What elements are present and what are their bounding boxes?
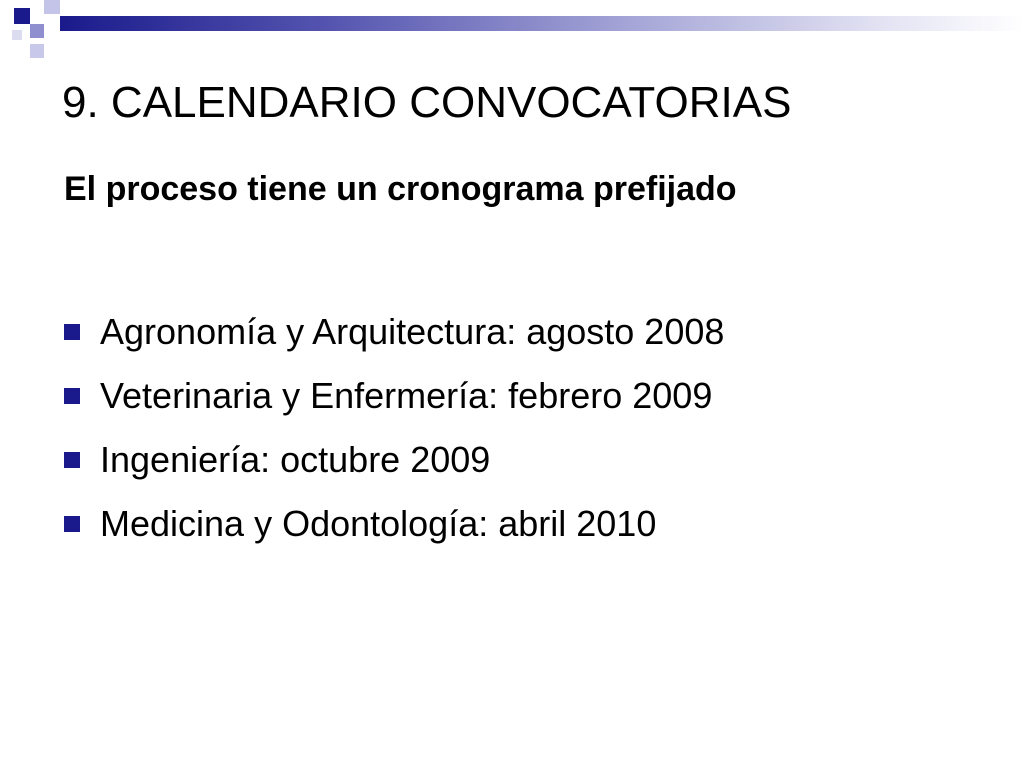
bullet-text: Ingeniería: octubre 2009 xyxy=(100,439,491,480)
header-gradient-bar xyxy=(60,16,1024,31)
decorative-squares xyxy=(0,0,80,64)
square-bullet-icon xyxy=(64,452,80,468)
bullet-item xyxy=(64,428,724,492)
bullet-item xyxy=(64,364,724,428)
decorative-square xyxy=(44,0,60,14)
decorative-square xyxy=(12,30,22,40)
bullet-item xyxy=(64,492,724,556)
decorative-square xyxy=(30,24,44,38)
square-bullet-icon xyxy=(64,324,80,340)
bullet-list xyxy=(64,300,724,556)
bullet-text: Veterinaria y Enfermería: febrero 2009 xyxy=(100,375,713,416)
bullet-text: Agronomía y Arquitectura: agosto 2008 xyxy=(100,311,725,352)
square-bullet-icon xyxy=(64,516,80,532)
slide-title: 9. CALENDARIO CONVOCATORIAS xyxy=(62,78,792,127)
bullet-item xyxy=(64,300,724,364)
slide-subtitle: El proceso tiene un cronograma prefijado xyxy=(64,170,737,208)
decorative-square xyxy=(14,8,30,24)
bullet-text: Medicina y Odontología: abril 2010 xyxy=(100,503,657,544)
square-bullet-icon xyxy=(64,388,80,404)
decorative-square xyxy=(30,44,44,58)
